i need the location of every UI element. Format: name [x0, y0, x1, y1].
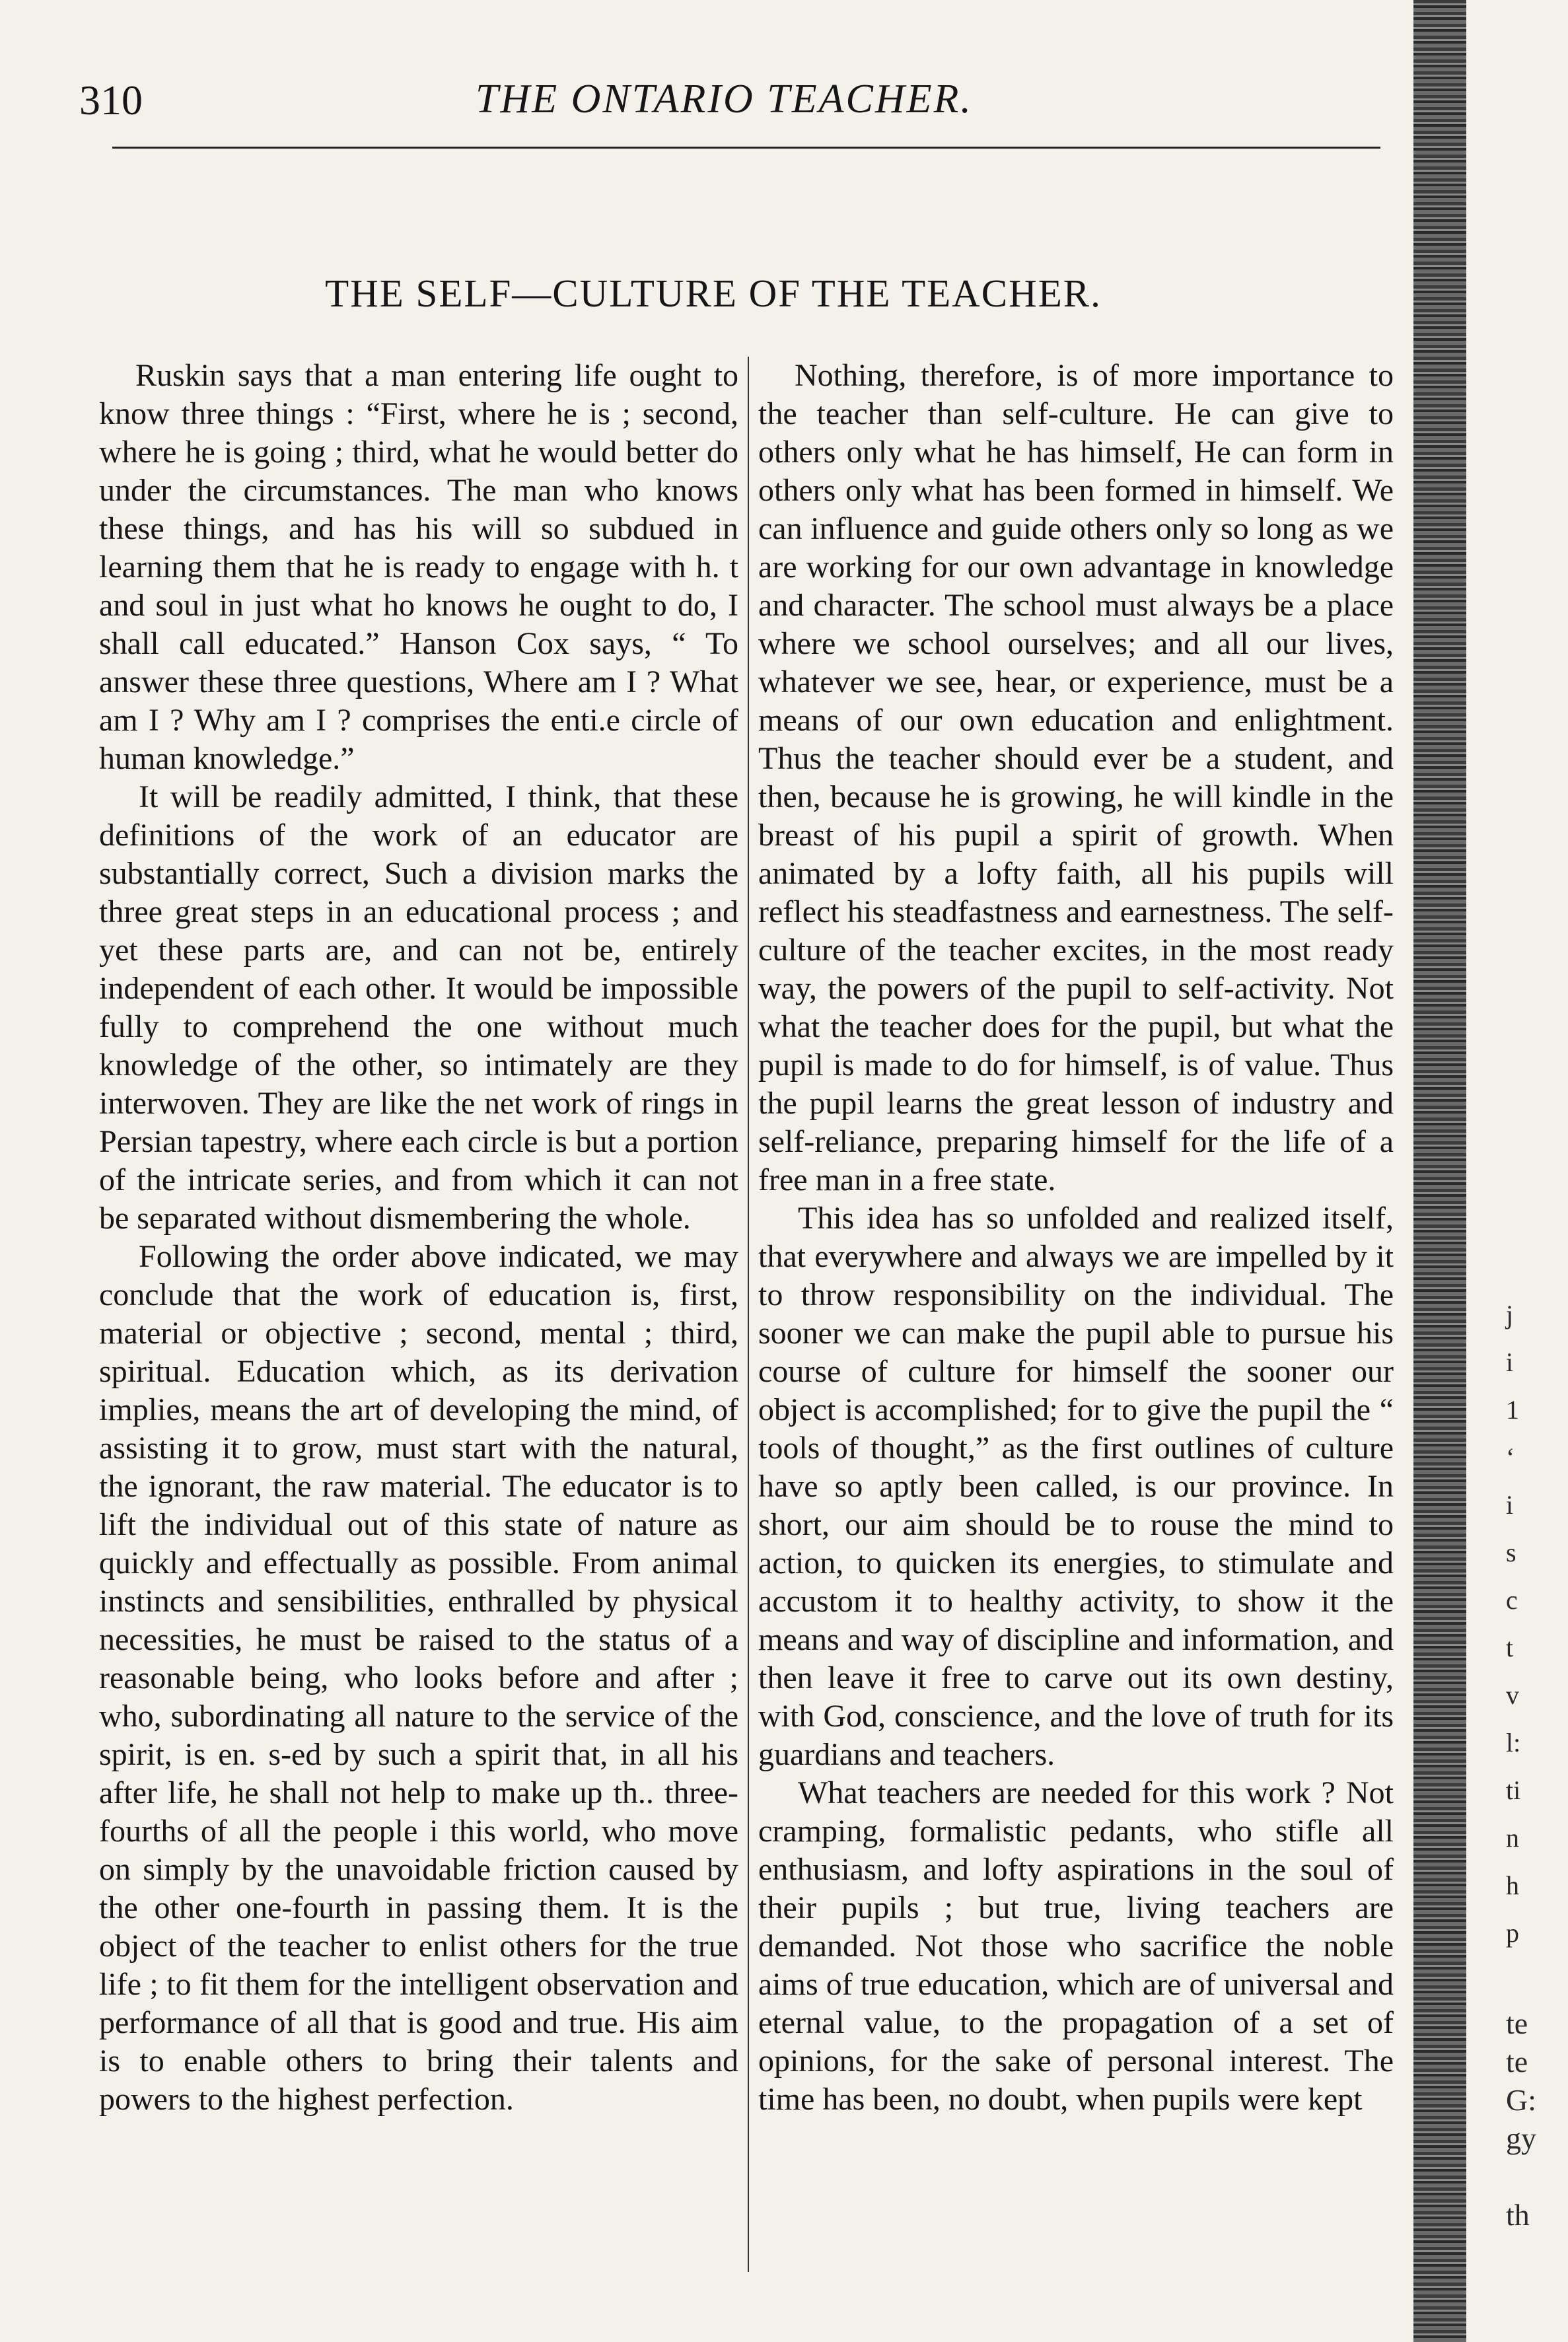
facing-page-fragment: j i 1 ‘ i s c t v l: ti n h p [1506, 1300, 1521, 1948]
header-rule [112, 147, 1380, 149]
facing-page-fragment: te te G: gy th [1506, 2006, 1536, 2232]
running-head: THE ONTARIO TEACHER. [476, 77, 973, 122]
column-divider [748, 357, 749, 2272]
book-spine-gutter [1413, 0, 1466, 2342]
paragraph: Nothing, therefore, is of more importance to the teacher than self-culture. He can give to others only what he has himself, He can form in others only what has been formed in himself. We can influence and guide others only so long as we are working for our own advantage in knowledge and character. The school must always be a place where we school ourselves; and all our lives, whatever we see, hear, or experience, must be a means of our own education and enlightment. Thus the teacher should ever be a student, and then, because he is growing, he will kindle in the breast of his pupil a spirit of growth. When animated by a lofty faith, all his pupils will reflect his steadfastness and earnestness. The self-culture of the teacher excites, in the most ready way, the powers of the pupil to self-activity. Not what the teacher does for the pupil, but what the pupil is made to do for himself, is of value. Thus the pupil learns the great lesson of industry and self-reliance, preparing himself for the life of a free man in a free state. [758, 358, 1394, 1197]
paragraph: What teachers are needed for this work ? Not cramping, formalistic pedants, who stifle all enthusiasm, and lofty aspirations in the soul of their pupils ; but true, living teachers are demanded. Not those who sacrifice the noble aims of true education, which are of universal and eternal value, to the propagation of a set of opinions, for the sake of personal interest. The time has been, no doubt, when pupils were kept [758, 1775, 1394, 2117]
paragraph: Ruskin says that a man entering life ought to know three things : “First, where he is ; second, where he is going ; third, what he would better do under the circumstances. The man who knows these things, and has his will so subdued in learning them that he is ready to engage with h. t and soul in just what ho knows he ought to do, I shall call educated.” Hanson Cox says, “ To answer these three questions, Where am I ? What am I ? Why am I ? comprises the enti.e circle of human knowledge.” [99, 358, 738, 776]
article-title: THE SELF—CULTURE OF THE TEACHER. [325, 271, 1102, 315]
paragraph: This idea has so unfolded and realized itself, that everywhere and always we are impelled by it to throw responsibility on the individual. The sooner we can make the pupil able to pursue his course of culture for himself the sooner our object is accomplished; for to give the pupil the “ tools of thought,” as the first outlines of culture have so aptly been called, is our province. In short, our aim should be to rouse the mind to action, to quicken its energies, to stimulate and accustom it to healthy activity, to show it the means and way of discipline and information, and then leave it free to carve out its own destiny, with God, conscience, and the love of truth for its guardians and teachers. [758, 1201, 1394, 1772]
left-column [99, 357, 738, 2119]
page-number: 310 [79, 77, 143, 124]
right-column [758, 357, 1394, 2119]
paragraph: It will be readily admitted, I think, that these definitions of the work of an educator are substantially correct, Such a division marks the three great steps in an educational process ; and yet these parts are, and can not be, entirely independent of each other. It would be impossible fully to comprehend the one without much knowledge of the other, so intimately are they interwoven. They are like the net work of rings in Persian tapestry, where each circle is but a portion of the intricate series, and from which it can not be separated without dismembering the whole. [99, 779, 738, 1236]
paragraph: Following the order above indicated, we may conclude that the work of education is, first, material or objective ; second, mental ; third, spiritual. Education which, as its derivation implies, means the art of developing the mind, of assisting it to grow, must start with the natural, the ignorant, the raw material. The educator is to lift the individual out of this state of nature as quickly and effectually as possible. From animal instincts and sensibilities, enthralled by physical necessities, he must be raised to the status of a reasonable being, who looks before and after ; who, subordinating all nature to the service of the spirit, is en. s-ed by such a spirit that, in all his after life, he shall not help to make up th.. three-fourths of all the people i this world, who move on simply by the unavoidable friction caused by the other one-fourth in passing them. It is the object of the teacher to enlist others for the true life ; to fit them for the intelligent observation and performance of all that is good and true. His aim is to enable others to bring their talents and powers to the highest perfection. [99, 1239, 738, 2117]
